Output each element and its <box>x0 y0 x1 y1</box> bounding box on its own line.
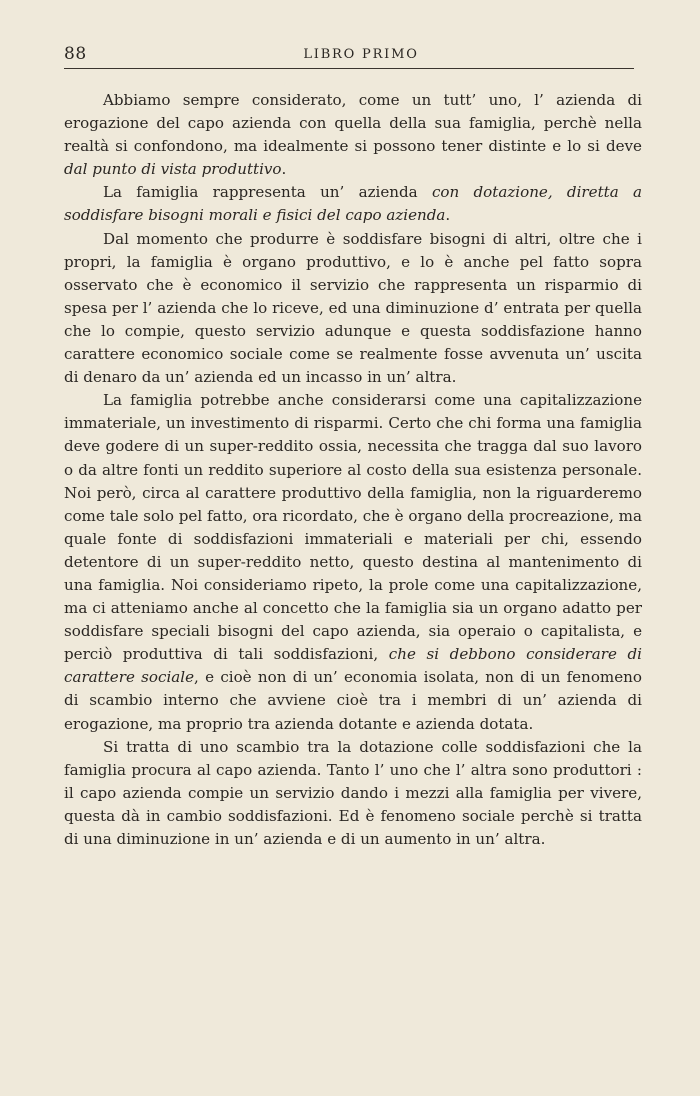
paragraph-1-text: Abbiamo sempre considerato, come un tutt’ uno, l’ azienda di erogazione del capo azienda con quella della sua famiglia, perchè nella realtà si confondono, ma idealmente si possono tener distinte e lo si deve <box>64 91 642 156</box>
paragraph-4-text: La famiglia potrebbe anche considerarsi come una capitalizzazione immateriale, un investimento di risparmi. Certo che chi forma una famiglia deve godere di un super-reddito ossia, necessita che tragga dal suo lavoro o da altre fonti un reddito superiore al costo della sua esistenza personale. Noi però, circa al carattere produttivo della famiglia, non la riguarderemo come tale solo pel fatto, ora ricordato, che è organo della procreazione, ma quale fonte di soddisfazioni immateriali e materiali per chi, essendo detentore di un super-reddito netto, questo destina al mantenimento di una famiglia. Noi consideriamo ripeto, la prole come una capitalizzazione, ma ci atteniamo anche al concetto che la famiglia sia un organo adatto per soddisfare speciali bisogni del capo azienda, sia operaio o capitalista, e perciò produttiva di tali soddisfazioni, <box>64 391 642 664</box>
paragraph-5-text: Si tratta di uno scambio tra la dotazione colle soddisfazioni che la famiglia procura al capo azienda. Tanto l’ uno che l’ altra sono produttori : il capo azienda compie un servizio dando i mezzi alla famiglia per vivere, questa dà in cambio soddisfazioni. Ed è fenomeno sociale perchè si tratta di una diminuzione in un’ azienda e di un aumento in un’ altra. <box>64 737 642 848</box>
paragraph-5 <box>64 736 642 851</box>
paragraph-4 <box>64 389 642 735</box>
running-title: LIBRO PRIMO <box>303 47 419 62</box>
paragraph-2-text: La famiglia rappresenta un’ azienda <box>103 183 432 202</box>
paragraph-2-italic: con dotazione, diretta a soddisfare bisogni morali e fisici del capo azienda <box>64 183 642 225</box>
paragraph-1-italic: dal punto di vista produttivo <box>64 160 282 179</box>
paragraph-4-italic: che si debbono considerare di carattere sociale <box>64 645 642 687</box>
paragraph-3-text: Dal momento che produrre è soddisfare bisogni di altri, oltre che i propri, la famiglia è organo produttivo, e lo è anche pel fatto sopra osservato che è economico il servizio che rappresenta un risparmio di spesa per l’ azienda che lo riceve, ed una diminuzione d’ entrata per quella che lo compie, questo servizio adunque e questa soddisfazione hanno carattere economico sociale come se realmente fosse avvenuta un’ uscita di denaro da un’ azienda ed un incasso in un’ altra. <box>64 229 642 387</box>
paragraph-2-tail: . <box>445 206 451 225</box>
paragraph-2 <box>64 181 642 227</box>
page-number: 88 <box>64 44 87 64</box>
running-head <box>64 42 634 69</box>
paragraph-3 <box>64 228 642 390</box>
paragraph-1 <box>64 89 642 181</box>
paragraph-1-tail: . <box>281 160 287 179</box>
body-text <box>64 89 642 851</box>
paragraph-4-tail: , e cioè non di un’ economia isolata, non di un fenomeno di scambio interno che avviene cioè tra i membri di un’ azienda di erogazione, ma proprio tra azienda dotante e azienda dotata. <box>64 668 642 733</box>
